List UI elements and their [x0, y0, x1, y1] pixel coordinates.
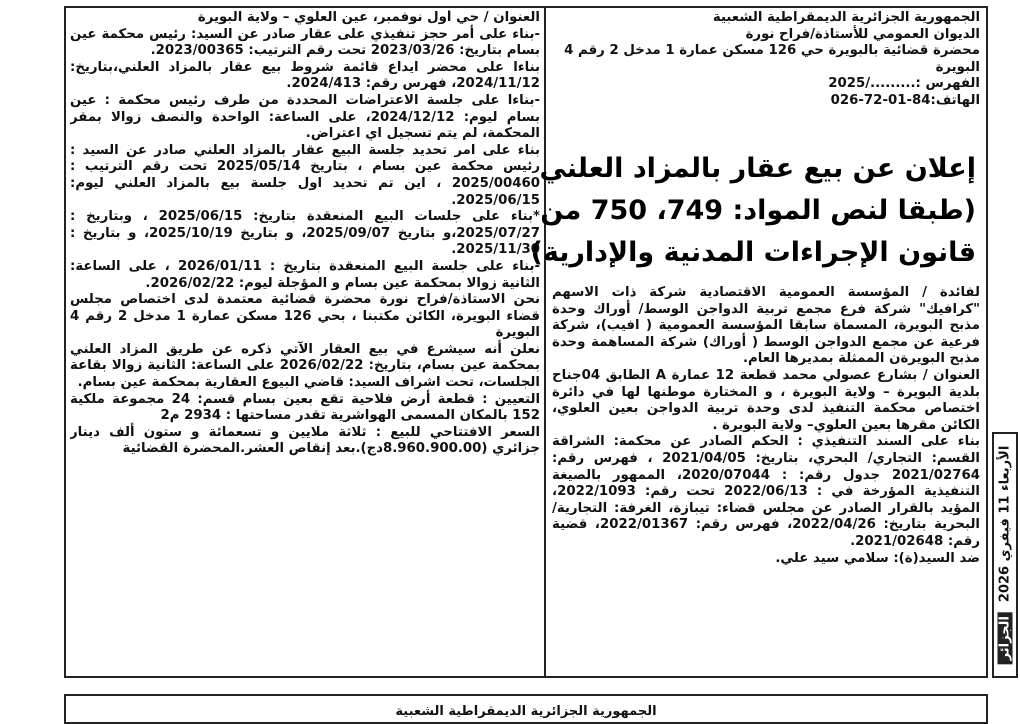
notice-header	[552, 10, 980, 135]
debtor-paragraph: ضد السيد(ة): سلامي سيد علي.	[775, 550, 980, 566]
creditor-address-paragraph: العنوان / بشارع عصولي محمد قطعة 12 عمارة A الطابق 04جناح بلدية البويرة – ولاية البويرة ، و المختارة موطنها لها في دائرة اختصاص محكمة التنفيذ لدى وحدة تربية الدواجن بعين العلوي، الكائن مقرها بعين العلوي– ولاية البويرة .	[552, 367, 980, 433]
newspaper-side-tab	[992, 432, 1018, 678]
creditor-paragraph: لفائدة / المؤسسة العمومية الاقتصادية شركة ذات الاسهم "كرافيك" شركة فرع مجمع تربية الدواجن الوسط/ أوراك وحدة مذبح البويرة، المسماة سابقا المؤسسة العمومية ( افيب)، شركة فرعية عن مجمع الدواجن الوسط ( أوراك) شركة المساهمة وحدة مذبح البويرةن الممثلة بمديرها العام.	[552, 285, 980, 367]
bailiff-address-line: محضرة قضائية بالبويرة حي 126 مسكن عمارة 1 مدخل 2 رقم 4 البويرة	[564, 43, 980, 75]
column-divider	[544, 6, 546, 678]
side-tab-paper-name: الجزائر	[998, 612, 1013, 664]
property-designation-paragraph: التعيين : قطعة أرض فلاحية تقع بعين بسام قسم: 24 مجموعة ملكية 152 بالمكان المسمى الهواشرية تقدر مساحتها : 2934 م2	[70, 391, 540, 424]
index-line: الفهرس :........./2025	[828, 76, 980, 92]
sale-session-order-paragraph: بناء على امر تحديد جلسة البيع عقار بالمزاد العلني صادر عن السيد : رئيس محكمة عين بسام ، بتاريخ 2025/05/14 تحت رقم الترتيب : 2025/00460 ، اين تم تحديد اول جلسة بيع بالمزاد العلني ليوم: 2025/06/15.	[70, 142, 540, 208]
bailiff-paragraph: نحن الاستاذة/فراح نورة محضرة قضائية معتمدة لدى اختصاص مجلس قضاء البويرة، الكائن مكتبنا ، بحي 126 مسكن عمارة 1 مدخل 2 رقم 4 البويرة	[70, 292, 540, 341]
republic-line: الجمهورية الجزائرية الديمقراطية الشعبية	[712, 10, 980, 25]
left-column-body	[70, 10, 540, 672]
right-column-body	[552, 285, 980, 670]
objections-session-paragraph: -بناءا على جلسة الاعتراضات المحددة من طرف رئيس محكمة : عين بسام ليوم: 2024/12/12، على الساعة: الواحدة والنصف زوالا بمقر المحكمة، لم يتم تسجيل اي اعتراض.	[70, 92, 540, 142]
headline-line-3: قانون الإجراءات المدنية والإدارية)	[530, 237, 976, 268]
enforcement-title-paragraph: بناء على السند التنفيذي : الحكم الصادر عن محكمة: الشراقة القسم: التجاري/ البحري، بتاريخ: 2021/04/05 ، فهرس رقم: 2021/02764 جدول رقم: : 2020/07044، الممهور بالصيغة التنفيذية المؤرخة في : 2022/06/13 تحت رقم: 2022/1093، المؤيد بالقرار الصادر عن مجلس قضاء: تيبازة، الغرفة: التجارية/البحرية بتاريخ: 2022/04/26، فهرس رقم: 2022/01367، قضية رقم: 2021/02648.	[552, 434, 980, 549]
previous-sessions-paragraph: *بناء على جلسات البيع المنعقدة بتاريخ: 2025/06/15 ، وبتاريخ : 2025/07/27،و بتاريخ 2025/09/07، و بتاريخ 2025/10/19، و بتاريخ : 2025/11/30.	[70, 209, 540, 258]
notice-headline	[530, 148, 976, 274]
postponed-session-paragraph: -بناء على جلسة البيع المنعقدة بتاريخ : 2026/01/11 ، على الساعة: الثانية زوالا بمحكمة عين بسام و المؤجلة ليوم: 2026/02/22.	[70, 258, 540, 291]
side-tab-date: الأربعاء 11 فيفري 2026	[997, 445, 1013, 603]
conditions-deposit-paragraph: بناءا على محضر ايداع قائمة شروط بيع عقار بالمزاد العلني،بتاريخ: 2024/11/12، فهرس رقم: 2024/413.	[70, 59, 540, 92]
next-notice-strip	[64, 694, 988, 724]
headline-line-1: إعلان عن بيع عقار بالمزاد العلني	[539, 153, 976, 184]
headline-line-2: (طبقا لنص المواد: 749، 750 من	[540, 195, 976, 226]
next-notice-text: الجمهورية الجزائرية الديمقراطية الشعبية	[395, 704, 657, 719]
debtor-address-paragraph: العنوان / حي أول نوفمبر، عين العلوي – ولاية البويرة	[197, 10, 540, 25]
announcement-paragraph: نعلن أنه سيشرع في بيع العقار الآتي ذكره عن طريق المزاد العلني بمحكمة عين بسام، بتاريخ: 2026/02/22 على الساعة: الثانية زوالا بقاعة الجلسات، تحت اشراف السيد: قاضي البيوع العقارية بمحكمة عين بسام.	[70, 341, 540, 391]
phone-line: الهاتف:84-01-72-026	[830, 92, 980, 108]
office-line: الديوان العمومي للأستاذة/فراح نورة	[745, 26, 980, 42]
opening-price-paragraph: السعر الافتتاحي للبيع : ثلاثة ملايين و تسعمائة و ستون ألف دينار جزائري (8.960.900.00دج).بعد إنقاص العشر.المحضرة القضائية	[70, 424, 540, 457]
seizure-order-paragraph: -بناء على أمر حجز تنفيذي على عقار صادر عن السيد: رئيس محكمة عين بسام بتاريخ: 2023/03/26 تحت رقم الترتيب: 2023/00365.	[70, 26, 540, 59]
